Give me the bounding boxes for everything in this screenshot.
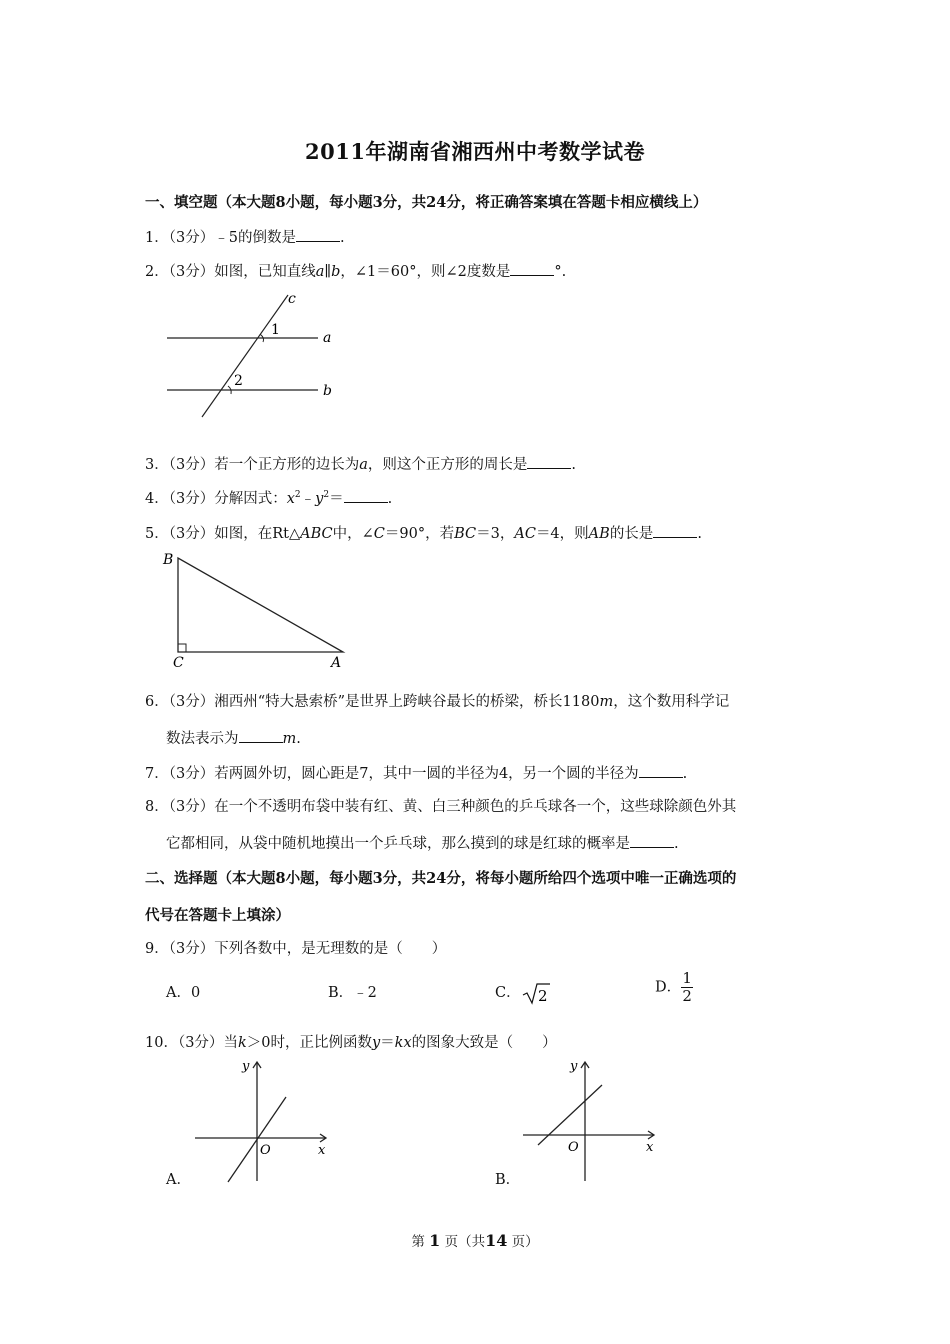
- answer-blank: [510, 263, 554, 276]
- right-triangle-figure: [160, 548, 360, 673]
- line-c: [202, 295, 288, 417]
- question-9: 9．（3分）下列各数中，是无理数的是（ ）: [145, 941, 447, 957]
- triangle-abc: [178, 558, 343, 652]
- page-number: 1: [429, 1231, 441, 1250]
- option-c[interactable]: C． 2: [495, 981, 551, 1005]
- answer-blank: [344, 490, 388, 503]
- section-2-heading: 二、选择题（本大题8小题，每小题3分，共24分，将每小题所给四个选项中唯一正确选项的: [145, 870, 737, 887]
- option-a-label[interactable]: A．: [166, 1172, 191, 1188]
- question-1: 1．（3分）﹣5的倒数是 .: [145, 230, 345, 246]
- parallel-lines-figure: [160, 285, 350, 420]
- option-b[interactable]: B．﹣2: [328, 985, 377, 1001]
- option-a[interactable]: A．0: [166, 985, 201, 1001]
- function-line: [538, 1085, 602, 1145]
- label-A: A: [331, 655, 342, 671]
- page-title: 2011年湖南省湘西州中考数学试卷: [305, 139, 645, 164]
- graph-option-b: [518, 1055, 668, 1185]
- fraction-one-half: $\frac{1}{2}$: [682, 969, 692, 1005]
- label-b: b: [323, 383, 332, 399]
- label-C: C: [173, 655, 184, 671]
- label-c: c: [288, 291, 296, 307]
- page-total: 14: [485, 1231, 508, 1250]
- label-a: a: [323, 330, 332, 346]
- option-d[interactable]: D． $\frac{1}{2}$: [655, 969, 692, 1005]
- label-B: B: [163, 552, 174, 568]
- answer-blank: [630, 835, 674, 848]
- section-1-heading: 一、填空题（本大题8小题，每小题3分，共24分，将正确答案填在答题卡相应横线上）: [145, 194, 708, 211]
- y-label: y: [242, 1059, 250, 1074]
- question-10: 10．（3分）当k＞0时，正比例函数y＝kx的图象大致是（ ）: [145, 1035, 557, 1051]
- option-b-label[interactable]: B．: [495, 1172, 521, 1188]
- answer-blank: [239, 730, 283, 743]
- page-footer: 第 1 页（共14 页）: [411, 1231, 539, 1250]
- answer-blank: [296, 229, 340, 242]
- label-1: 1: [271, 322, 280, 338]
- question-3: 3．（3分）若一个正方形的边长为a，则这个正方形的周长是 .: [145, 457, 576, 473]
- right-angle-mark: [178, 644, 186, 652]
- question-7: 7．（3分）若两圆外切，圆心距是7，其中一圆的半径为4，另一个圆的半径为 .: [145, 766, 688, 782]
- question-2: 2．（3分）如图，已知直线a∥b，∠1＝60°，则∠2度数是 °.: [145, 264, 567, 280]
- question-6-line-2: 数法表示为 m.: [166, 731, 301, 747]
- origin-label: O: [260, 1143, 271, 1158]
- x-label: x: [646, 1140, 654, 1155]
- question-6: 6．（3分）湘西州“特大悬索桥”是世界上跨峡谷最长的桥梁，桥长1180m，这个数用科学记: [145, 694, 730, 710]
- x-label: x: [318, 1143, 326, 1158]
- question-8-line-2: 它都相同，从袋中随机地摸出一个乒乓球，那么摸到的球是红球的概率是 .: [166, 836, 679, 852]
- answer-blank: [527, 456, 571, 469]
- sqrt-symbol: [521, 981, 551, 1005]
- label-2: 2: [234, 373, 243, 389]
- y-label: y: [570, 1059, 578, 1074]
- question-5: 5．（3分）如图，在Rt△ABC中，∠C＝90°，若BC＝3，AC＝4，则AB的长是 .: [145, 526, 702, 542]
- answer-blank: [653, 525, 697, 538]
- origin-label: O: [568, 1140, 579, 1155]
- graph-option-a: [190, 1055, 340, 1185]
- answer-blank: [639, 765, 683, 778]
- question-8: 8．（3分）在一个不透明布袋中装有红、黄、白三种颜色的乒乓球各一个，这些球除颜色外其: [145, 799, 737, 815]
- svg-text:2: 2: [537, 987, 548, 1005]
- section-2-heading-line-2: 代号在答题卡上填涂）: [145, 907, 290, 924]
- question-4: 4．（3分）分解因式：$x^2﹣y^2=$ .: [145, 490, 393, 507]
